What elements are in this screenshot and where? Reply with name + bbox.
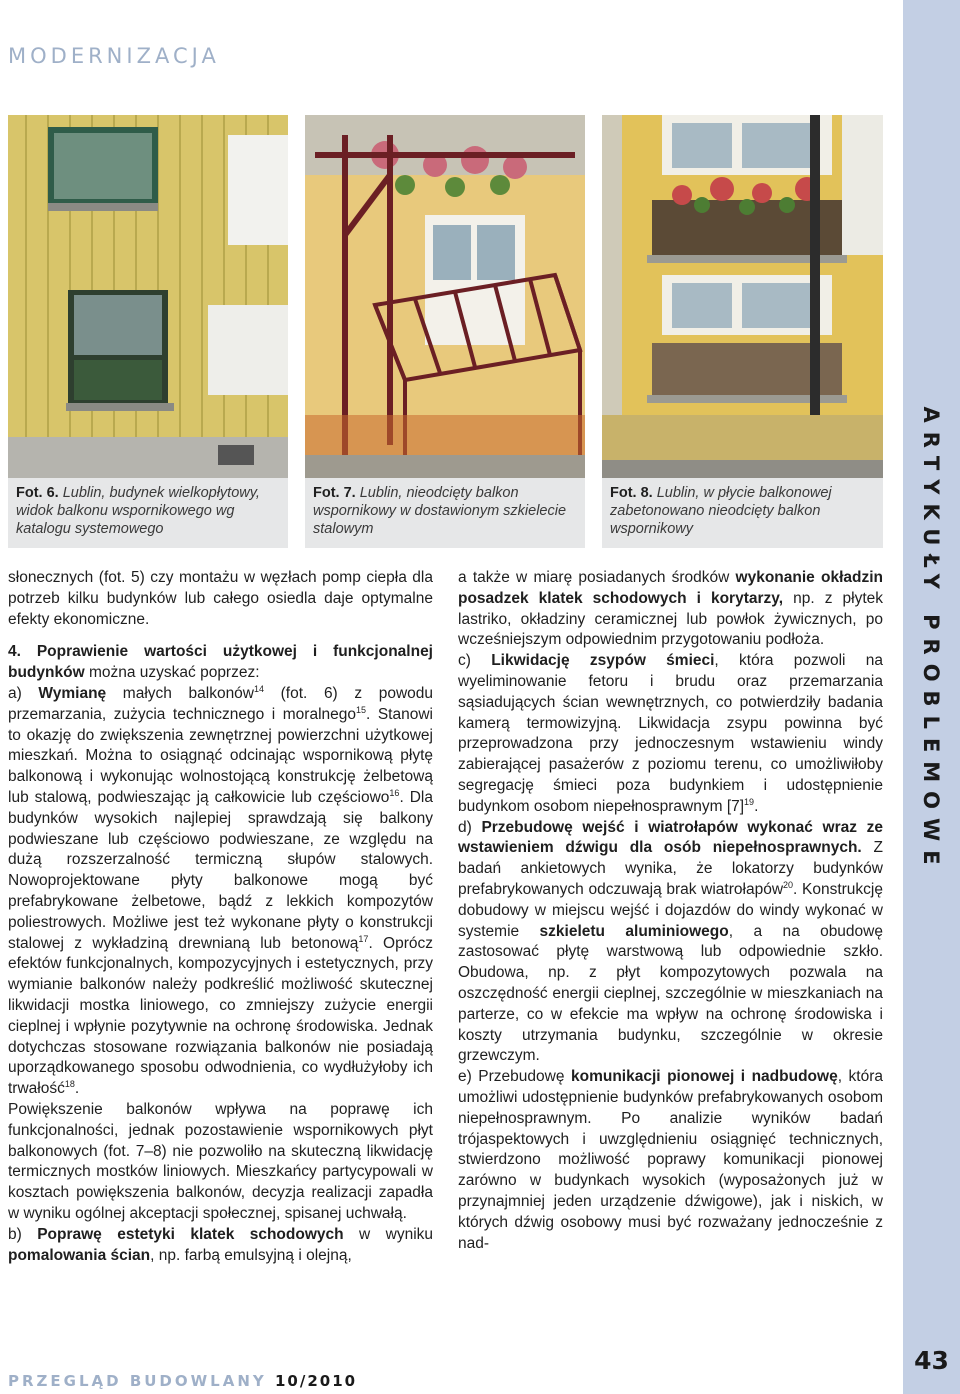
paragraph: Powiększenie balkonów wpływa na poprawę ich funkcjonalności, jednak pozostawienie wspornikowych płyt balkonowych (fot. 7–8) nie pozwoliło na skuteczną likwidację termicznych mostków liniowych. Mieszkańcy partycypowali w kosztach powiększenia balkonów, decyzja realizacji zapadła w wyniku ogólnej akceptacji społecznej, spisanej uchwałą. [8, 1100, 433, 1222]
photo-steel-frame-balcony [305, 115, 585, 478]
paragraph-item-b [8, 1225, 433, 1267]
text: można uzyskać poprzez: [84, 664, 260, 682]
text: w wyniku [343, 1225, 434, 1243]
text: b) [8, 1225, 38, 1243]
photo-concrete-balcony [602, 115, 883, 478]
text: , która umożliwi udostępnienie budynków prefabrykowanych osobom niepełnosprawnym. Po analizie wyników badań trójaspektowych i uwzględnieniu osiągnięć technicznych, stwierdzono możliwość poprawy komunikacji pionowej zarówno w budynkach wysokich (wyposażonych już w przynajmniej jeden urządzenie dźwigowe), jak i niskich, w których dźwig osobowy musi być rozważany jednocześnie z nad- [458, 1068, 883, 1252]
journal-issue: 10/2010 [275, 1372, 358, 1390]
bold-text: Przebudowę wejść i wiatrołapów wykonać wraz ze wstawieniem dźwigu dla osób niepełnosprawnych. [458, 818, 883, 857]
caption-text: Lublin, nieodcięty balkon wspornikowy w dostawionym szkielecie stalowym [313, 485, 567, 537]
text: a także w miarę posiadanych środków [458, 569, 736, 586]
bold-text: szkieletu aluminiowego [539, 922, 729, 940]
bold-text: Wymianę [38, 684, 107, 702]
paragraph: słonecznych (fot. 5) czy montażu w węzłach pomp ciepła dla potrzeb kilku budynków lub całego osiedla daje optymalne efekty ekonomiczne. [8, 569, 433, 628]
photo-balcony-building [8, 115, 288, 478]
footnote-ref: 15 [356, 704, 367, 715]
bold-text: Likwidację zsypów śmieci [491, 652, 715, 670]
caption-label: Fot. 7. [313, 485, 356, 501]
paragraph-item-d [458, 818, 883, 1068]
section-header: MODERNIZACJA [8, 44, 220, 68]
caption-fot-6 [8, 478, 288, 548]
caption-text: Lublin, w płycie balkonowej zabetonowano nieodcięty balkon wspornikowy [610, 485, 832, 537]
page-number: 43 [914, 1346, 949, 1375]
paragraph-item-c [458, 651, 883, 817]
paragraph-item-a [8, 684, 433, 1100]
bold-text: pomalowania ścian [8, 1246, 151, 1264]
paragraph [458, 568, 883, 651]
footnote-ref: 18 [64, 1078, 75, 1089]
bold-text: wykonanie okładzin posadzek klatek schodowych i korytarzy, [458, 569, 883, 607]
side-section-label: ARTYKUŁY PROBLEMOWE [919, 406, 943, 874]
footnote-ref: 20 [783, 879, 794, 890]
journal-title: PRZEGLĄD BUDOWLANY [8, 1372, 267, 1390]
photo-fot-7 [305, 115, 585, 478]
caption-text: Lublin, budynek wielkopłytowy, widok balkonu wspornikowego wg katalogu systemowego [16, 485, 260, 537]
footnote-ref: 19 [744, 796, 755, 807]
text: c) [458, 652, 492, 670]
text: , a na obudowę zastosować płytę warstwową lub odpowiednie szkło. Obudowa, np. z płyt kompozytowych pozwala na oszczędność energii cieplnej, szczególnie w mieszkaniach na parterze, co w efekcie ma wpływ na ochronę środowiska i koszty utrzymania budynku, szczególnie w okresie grzewczym. [458, 922, 883, 1065]
text: e) Przebudowę [458, 1068, 571, 1086]
caption-fot-8 [602, 478, 883, 548]
footnote-ref: 14 [254, 683, 265, 694]
text: małych balkonów [106, 684, 254, 702]
text: , która pozwoli na wyeliminowanie fetoru i brudu oraz przemarzania sąsiadujących ścian wewnętrznych, co potwierdziły badania kamerą termowizyjną. Likwidacja zsypu powinna być przeprowadzona przy jednoczesnym wstawieniu windy zabierającej pasażerów z poziomu terenu, co umożliwiłoby segregację śmieci poza budynkiem i udostępnienie budynkom osobom niepełnosprawnym [7] [458, 652, 883, 815]
text: , np. farbą emulsyjną i olejną, [150, 1246, 352, 1264]
text: Z badań ankietowych wynika, że lokatorzy budynków prefabrykowanych odczuwają brak wiatrołapów [458, 839, 883, 898]
text: np. z płytek lastriko, okładziny ceramicznej lub powłok żywicznych, po wcześniejszym odpowiednim przygotowaniu podłoża. [458, 589, 883, 649]
footer-journal [8, 1372, 357, 1390]
paragraph-section-4 [8, 642, 433, 684]
bold-text: Poprawę estetyki klatek schodowych [37, 1225, 344, 1243]
photo-fot-6 [8, 115, 288, 478]
text: . Dla budynków wysokich najlepiej sprawdzają się balkony podwieszane lub częściowo podwieszane, ze względu na dużą rozszerzalność termiczną słupów stalowych. Nowoprojektowane płyty balkonowe mogą być prefabrykowane żelbetowe, bądź z lekkich kompozytów poliestrowych. Możliwe jest też wykonane płyty o konstrukcji stalowej z wykładziną drewnianą lub betonową [8, 788, 433, 952]
caption-label: Fot. 6. [16, 485, 59, 501]
footnote-ref: 16 [389, 787, 400, 798]
right-column [458, 568, 883, 1254]
caption-fot-7 [305, 478, 585, 548]
text: . [74, 1080, 80, 1098]
footnote-ref: 17 [358, 933, 369, 944]
text: . Stanowi to okazję do zwiększenia zewnętrznej powierzchni użytkowej mieszkań. Można to osiągnąć odcinając wspornikową płytę balkonową i wykonując wolnostojącą konstrukcję żelbetową lub stalową, podwieszając ją całkowicie lub częściowo [8, 705, 433, 806]
text: . [754, 797, 759, 815]
text: d) [458, 818, 482, 836]
photo-fot-8 [602, 115, 883, 478]
left-column [8, 568, 433, 1266]
text: . Oprócz efektów funkcjonalnych, kompozycyjnych i estetycznych, przy wymianie balkonów należy podkreślić możliwość skutecznej likwidacji mostka liniowego, co zmniejszy zużycie energii cieplnej i wpłynie pozytywnie na ochronę środowiska. Jednak dotychczas stosowane rozwiązania balkonów nie posiadają uporządkowanego sposobu odwodnienia, co wydłużyłoby ich trwałość [8, 934, 433, 1098]
paragraph-item-e [458, 1067, 883, 1254]
caption-label: Fot. 8. [610, 485, 653, 501]
text: (fot. 6) z powodu przemarzania, zużycia technicznego i moralnego [8, 684, 433, 723]
text: . Konstrukcję dobudowy w miejscu wejść i dojazdów do windy wykonać w systemie [458, 880, 883, 940]
text: a) [8, 684, 39, 702]
bold-text: komunikacji pionowej i nadbudowę [570, 1068, 838, 1086]
section-heading: 4. Poprawienie wartości użytkowej i funkcjonalnej budynków [8, 643, 433, 682]
